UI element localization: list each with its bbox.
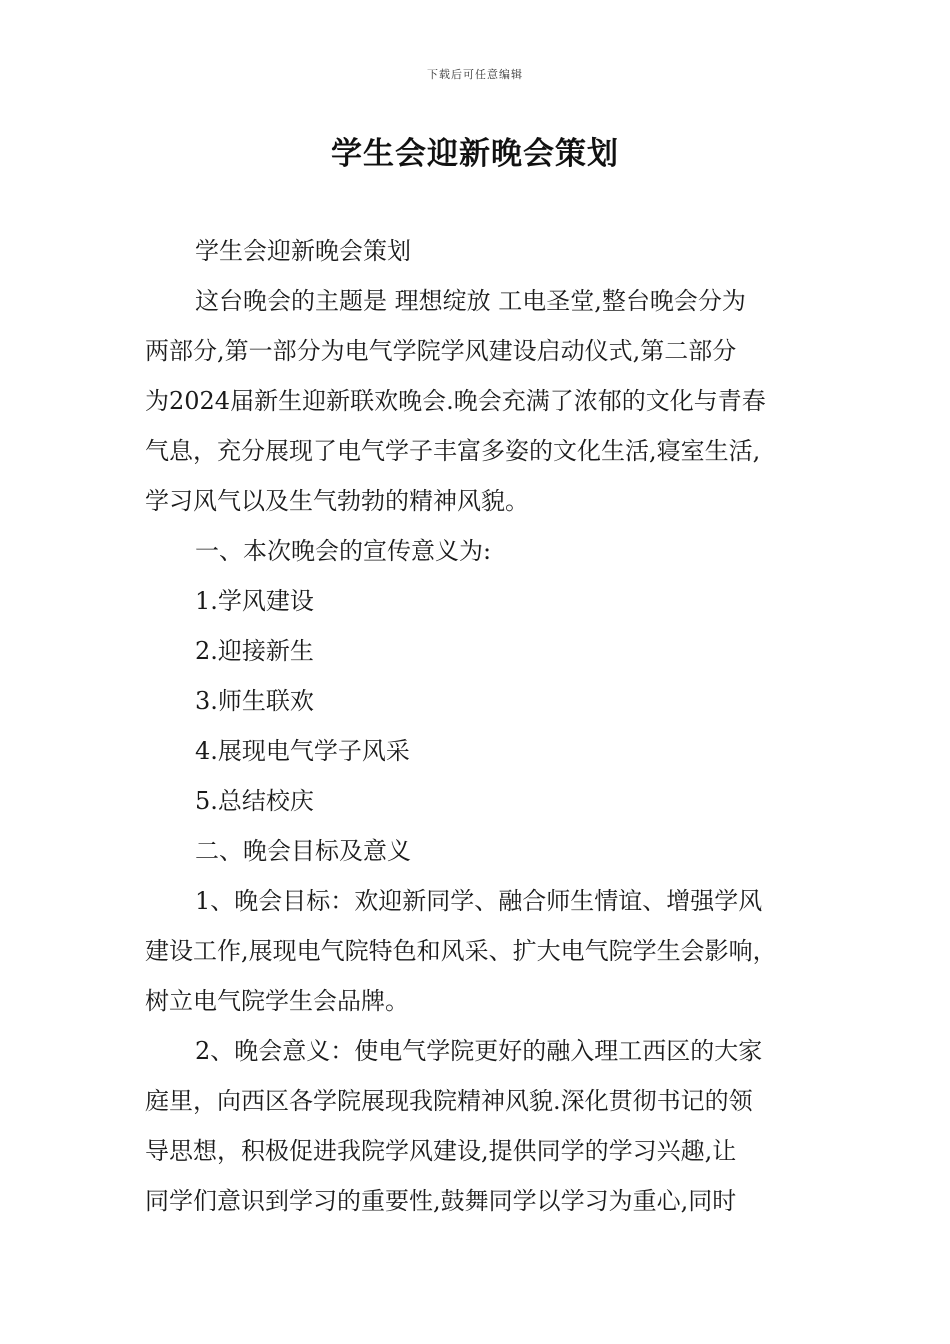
paragraph-line: 导思想，积极促进我院学风建设,提供同学的学习兴趣,让 xyxy=(145,1137,737,1165)
paragraph-line: 1.学风建设 xyxy=(195,587,314,615)
paragraph-line: 1、晚会目标：欢迎新同学、融合师生情谊、增强学风 xyxy=(195,887,763,915)
paragraph-line: 3.师生联欢 xyxy=(195,687,314,715)
paragraph-line: 2、晚会意义：使电气学院更好的融入理工西区的大家 xyxy=(195,1037,763,1065)
paragraph xyxy=(145,276,820,526)
paragraph-line: 一、本次晚会的宣传意义为: xyxy=(195,537,492,565)
paragraph-line: 二、晚会目标及意义 xyxy=(195,837,411,865)
paragraph-line: 两部分,第一部分为电气学院学风建设启动仪式,第二部分 xyxy=(145,337,737,365)
paragraph-line: 4.展现电气学子风采 xyxy=(195,737,410,765)
paragraph-line: 为2024届新生迎新联欢晚会.晚会充满了浓郁的文化与青春 xyxy=(145,387,766,415)
paragraph-line: 5.总结校庆 xyxy=(195,787,314,815)
paragraph-line: 树立电气院学生会品牌。 xyxy=(145,987,409,1015)
paragraph-line: 建设工作,展现电气院特色和风采、扩大电气院学生会影响， xyxy=(145,937,777,965)
paragraph xyxy=(145,526,820,576)
paragraph-line: 气息，充分展现了电气学子丰富多姿的文化生活,寝室生活, xyxy=(145,437,761,465)
paragraph xyxy=(145,1026,820,1226)
paragraph xyxy=(145,726,820,776)
paragraph xyxy=(145,676,820,726)
paragraph xyxy=(145,576,820,626)
document-body xyxy=(145,226,820,1226)
paragraph xyxy=(145,826,820,876)
header-note: 下载后可任意编辑 xyxy=(427,68,523,81)
paragraph-line: 这台晚会的主题是 理想绽放 工电圣堂,整台晚会分为 xyxy=(195,287,746,315)
paragraph-line: 学习风气以及生气勃勃的精神风貌。 xyxy=(145,487,529,515)
document-title: 学生会迎新晚会策划 xyxy=(331,136,619,172)
paragraph xyxy=(145,626,820,676)
paragraph-line: 学生会迎新晚会策划 xyxy=(195,237,411,265)
paragraph-line: 2.迎接新生 xyxy=(195,637,314,665)
paragraph xyxy=(145,776,820,826)
paragraph xyxy=(145,226,820,276)
paragraph-line: 庭里，向西区各学院展现我院精神风貌.深化贯彻书记的领 xyxy=(145,1087,753,1115)
paragraph xyxy=(145,876,820,1026)
paragraph-line: 同学们意识到学习的重要性,鼓舞同学以学习为重心,同时 xyxy=(145,1187,737,1215)
